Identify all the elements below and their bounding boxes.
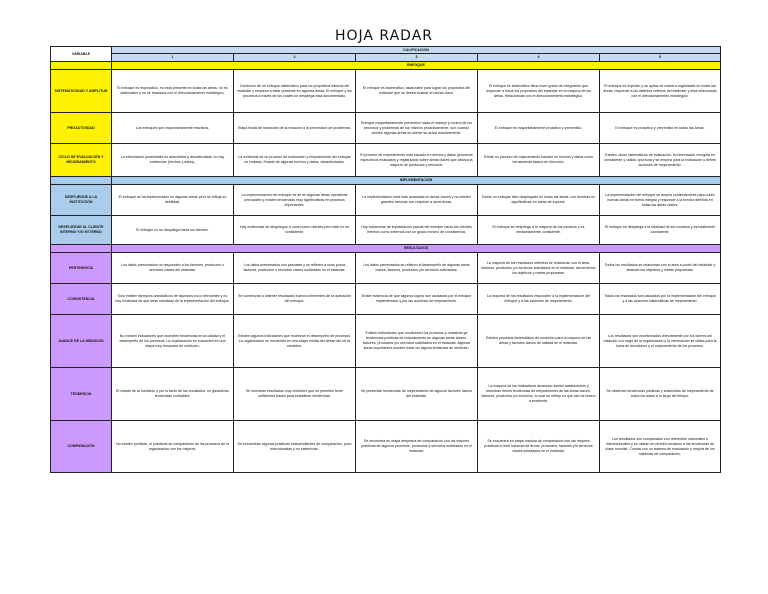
criteria-cell: Existen procesos sistemáticos de medición para la mayoría de las áreas y factores claves de calidad en el estándar. xyxy=(478,315,600,368)
criteria-cell: Hay evidencias de implantación parcial del enfoque hacia los clientes internos como externos con un grado mínimo de consistencia. xyxy=(356,216,478,245)
criteria-cell: El enfoque es sistemático, alcanzable para lograr los propósitos del estándar que se desea evaluar en áreas clave. xyxy=(356,70,478,113)
variable-header: VARIABLE xyxy=(51,47,112,62)
level-header: 3 xyxy=(356,54,478,62)
header-row xyxy=(51,47,721,54)
variable-name: COMPARACIÓN xyxy=(51,421,112,473)
criteria-cell: La implementación del enfoque es de en algunas áreas operativas principales y existen tendencias muy significativas en procesos importantes. xyxy=(234,185,356,216)
criteria-cell: Existen ciclos sistemáticos de evaluación, la información recogida es consistente y válida, oportuna y se emplea para la evaluación y definir acciones de mejoramiento. xyxy=(600,144,721,177)
variable-row xyxy=(51,185,721,216)
criteria-cell: Los enfoques son mayoritariamente reactivos. xyxy=(112,113,234,144)
criteria-cell: Hay evidencias de despliegue a unos pocos clientes pero éste no es consistente. xyxy=(234,216,356,245)
criteria-cell: La implementación del enfoque se amplía continuamente para cubrir nuevas áreas en forma integral y responde a la brecha definida en todas las áreas claves. xyxy=(600,185,721,216)
calificacion-header: CALIFICACION xyxy=(112,47,721,54)
criteria-cell: No existen indicadores que muestren tendencias en la calidad y el desempeño de los procesos. La organización se encuentra en una etapa muy temprana de medición. xyxy=(112,315,234,368)
variable-row xyxy=(51,144,721,177)
criteria-cell: La implementación está más avanzada en áreas claves y no existen grandes brechas con respecto a otras áreas. xyxy=(356,185,478,216)
variable-row xyxy=(51,315,721,368)
criteria-cell: La mayoría de los resultados responden a la implementación del enfoque y a las acciones de mejoramiento. xyxy=(478,284,600,315)
criteria-cell: El enfoque es sistemático tiene buen grado de integración que responde a todos los propósitos del estándar en la mayoría de las áreas. Relacionado con el direccionamiento estratégico. xyxy=(478,70,600,113)
level-header: 1 xyxy=(112,54,234,62)
variable-name: CONSISTENCIA xyxy=(51,284,112,315)
variable-row xyxy=(51,421,721,473)
criteria-cell: La evidencia de un proceso de evaluación y mejoramiento del enfoque es limitada. Estado de algunas hechos y datos, desarticulados. xyxy=(234,144,356,177)
radar-table xyxy=(50,46,721,473)
variable-row xyxy=(51,70,721,113)
criteria-cell: Existe evidencia de que algunos logros son causados por el enfoque implementado y por las acciones de mejoramiento. xyxy=(356,284,478,315)
section-label: ENFOQUE xyxy=(112,62,721,70)
variable-row xyxy=(51,113,721,144)
level-row xyxy=(51,54,721,62)
criteria-cell: Existen algunos indicadores que muestran el desempeño de procesos. La organización se encuentra en una etapa media del desarrollo de la medición. xyxy=(234,315,356,368)
section-spacer xyxy=(51,177,112,185)
criteria-cell: Se comienzan a obtener resultados buenos inherentes de la aplicación del enfoque. xyxy=(234,284,356,315)
criteria-cell: Se encuentra en etapa madura de comparación con las mejores prácticas a nivel nacional de áreas, productos, factores y/o servicios claves solicitados en el estándar. xyxy=(478,421,600,473)
criteria-cell: La mayoría de los indicadores alcanzan niveles satisfactorios y muestran firmes tendencias de mejoramiento de las áreas claves, factores, productos y/o servicios, lo cual se refleja en que van de bueno a excelente. xyxy=(478,368,600,421)
criteria-cell: Se muestran resultados muy recientes que no permiten tener suficientes bases para establecer tendencias. xyxy=(234,368,356,421)
page-title: HOJA RADAR xyxy=(334,28,434,44)
criteria-cell: Se encuentra en etapa temprana de comparación con las mejores prácticas de algunos procesos, productos y servicios solicitados en el estándar. xyxy=(356,421,478,473)
section-row xyxy=(51,62,721,70)
variable-name: SISTEMATICIDAD Y AMPLITUD xyxy=(51,70,112,113)
variable-name: AVANCE DE LA MEDICIÓN xyxy=(51,315,112,368)
variable-row xyxy=(51,284,721,315)
variable-name: CICLO DE EVALUACIÓN Y MEJORAMIENTO xyxy=(51,144,112,177)
criteria-cell: El proceso de mejoramiento está basado en hechos y datos (procesos específicos evaluados y registrados) sobre áreas claves que abarca la mayoría de productos y servicios. xyxy=(356,144,478,177)
criteria-cell: Enfoque mayoritariamente preventivo hacia el manejo y control de los procesos y problemas de los mismos proactivamente, son cuando existen algunas áreas en donde se actúa reactivamente. xyxy=(356,113,478,144)
level-header: 2 xyxy=(234,54,356,62)
criteria-cell: Solo existen ejemplos anecdóticos de aspectos poco relevantes y no hay evidencia de que sean resultado de la implementación del enfoque. xyxy=(112,284,234,315)
variable-name: TENDENCIA xyxy=(51,368,112,421)
criteria-cell: Existe un proceso de mejoramiento basado en hechos y datos como herramienta básica de dirección. xyxy=(478,144,600,177)
criteria-cell: La información presentada es anecdótica y desarticulada, no hay evidencias (hechos y datos). xyxy=(112,144,234,177)
section-row xyxy=(51,177,721,185)
section-label: IMPLEMENTACIÓN xyxy=(112,177,721,185)
criteria-cell: El enfoque es esporádico, no está presente en todas las áreas, no es sistemático y no se relaciona con el direccionamiento estratégico. xyxy=(112,70,234,113)
variable-row xyxy=(51,368,721,421)
criteria-cell: El enfoque es mayoritariamente proactivo y preventivo. xyxy=(478,113,600,144)
variable-row xyxy=(51,216,721,245)
criteria-cell: Los datos presentados no responden a los factores, productos o servicios claves del estándar. xyxy=(112,253,234,284)
criteria-cell: El enfoque se despliega a la totalidad de los usuarios y es totalmente consistente. xyxy=(600,216,721,245)
level-header: 5 xyxy=(600,54,721,62)
variable-name: DESPLIEGUE AL CLIENTE INTERNO Y/O EXTERNO xyxy=(51,216,112,245)
criteria-cell: La mayoría de los resultados referidos se relacionan con el área, factores, productos y/o servicios solicitados en el estándar, decreciendo los objetivos y metas propuestas. xyxy=(478,253,600,284)
criteria-cell: Existe un enfoque bien desplegado en todas las áreas, con brechas no significativas en áreas de soporte. xyxy=(478,185,600,216)
criteria-cell: Todos los resultados son causados por la implementación del enfoque y a las acciones sistemáticas de mejoramiento. xyxy=(600,284,721,315)
variable-row xyxy=(51,253,721,284)
criteria-cell: Se presentan tendencias de mejoramiento de algunos factores claves del estándar. xyxy=(356,368,478,421)
variable-name: DESPLIEGUE A LA INSTITUCIÓN xyxy=(51,185,112,216)
section-label: RESULTADOS xyxy=(112,245,721,253)
variable-name: PROACTIVIDAD xyxy=(51,113,112,144)
criteria-cell: Los resultados son monitoreados directamente por los líderes del estándar a lo largo de la organización y la información se utiliza para la toma de decisiones y el mejoramiento de los procesos. xyxy=(600,315,721,368)
criteria-cell: Existen indicadores que monitorean los procesos y muestran ya tendencias positivas de mejoramiento en algunas áreas claves, factores, productos y/o servicios solicitados en el estándar. Algunas áreas importantes pueden estar sin alguna tendencia de medición. xyxy=(356,315,478,368)
criteria-cell: Etapa inicial de transición de la reacción a la prevención de problemas. xyxy=(234,113,356,144)
section-spacer xyxy=(51,62,112,70)
criteria-cell: El enfoque no se despliega hacia los clientes. xyxy=(112,216,234,245)
criteria-cell: Los resultados son comparados con referentes nacionales e internacionales y se ubican en niveles cercanos a las tendencias de clase mundial. Cuenta con un sistema de evaluación y mejora de los sistemas de comparación. xyxy=(600,421,721,473)
criteria-cell: El enfoque se despliega a la mayoría de los usuarios y es mediantamente consistente. xyxy=(478,216,600,245)
criteria-cell: El enfoque es proactivo y preventivo en todas las áreas. xyxy=(600,113,721,144)
criteria-cell: El enfoque es explícito y se aplica de manera organizada en todas las áreas, responde a los distintos criterios del estándar y está relacionado con el direccionamiento estratégico. xyxy=(600,70,721,113)
criteria-cell: Se observan tendencias positivas y sostenidas de mejoramiento de todos los datos a lo largo del tiempo. xyxy=(600,368,721,421)
criteria-cell: El estado de la medición y por lo tanto de los resultados, no garantizan tendencias confiables. xyxy=(112,368,234,421)
section-row xyxy=(51,245,721,253)
section-spacer xyxy=(51,245,112,253)
criteria-cell: Comienzo de un enfoque sistemático para los propósitos básicos del estándar y empieza a estar presente en algunas áreas. El enfoque y los procesos a través de los cuales se despliega está documentado. xyxy=(234,70,356,113)
criteria-cell: No existen políticas, ni prácticas de comparación de los procesos de la organización con los mejores. xyxy=(112,421,234,473)
level-header: 4 xyxy=(478,54,600,62)
criteria-cell: Se encuentran algunas prácticas independientes de comparación, poco estructuradas y no sistémicas. xyxy=(234,421,356,473)
criteria-cell: Todos los resultados se relacionan con el área a punto del estándar y abarcan los objetivos y metas propuestas. xyxy=(600,253,721,284)
variable-name: PERTINENCIA xyxy=(51,253,112,284)
criteria-cell: Los datos presentados son parciales y se refieren a unos pocos factores, productos o servicios claves solicitadas en el estándar. xyxy=(234,253,356,284)
criteria-cell: El enfoque se ha implementado en algunas áreas pero se refleja su debilidad. xyxy=(112,185,234,216)
criteria-cell: Los datos presentados se refieren al desempeño de algunas áreas claves, factores, productos y/o servicios solicitados. xyxy=(356,253,478,284)
